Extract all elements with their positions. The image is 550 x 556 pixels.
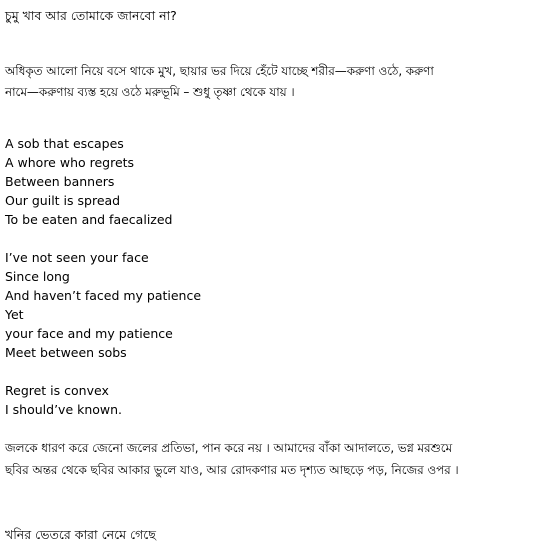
stanza-2-line-4: Yet — [5, 307, 24, 322]
title-line: চুমু খাব আর তোমাকে জানবো না? — [5, 8, 177, 23]
stanza-2-line-1: I’ve not seen your face — [5, 250, 149, 265]
stanza-2-line-2: Since long — [5, 269, 70, 284]
stanza-1-line-1: A sob that escapes — [5, 136, 124, 151]
paragraph-1-line-2: নামে—করুণায় ব্যস্ত হয়ে ওঠে মরুভূমি – শুধু তৃষ্ণা থেকে যায় । — [5, 85, 295, 99]
stanza-2-line-3: And haven’t faced my patience — [5, 288, 202, 303]
last-line: খনির ভেতরে কারা নেমে গেছে — [5, 527, 156, 542]
stanza-3-line-1: Regret is convex — [5, 383, 109, 398]
stanza-1-line-5: To be eaten and faecalized — [5, 212, 173, 227]
stanza-2-line-5: your face and my patience — [5, 326, 173, 341]
stanza-1-line-4: Our guilt is spread — [5, 193, 121, 208]
stanza-3-line-2: I should’ve known. — [5, 402, 123, 417]
stanza-1-line-3: Between banners — [5, 174, 115, 189]
paragraph-2-line-1: জলকে ধারণ করে জেনো জলের প্রতিভা, পান করে নয় । আমাদের বাঁকা আদালতে, ভগ্ন মরশুমে — [5, 441, 453, 455]
stanza-1-line-2: A whore who regrets — [5, 155, 135, 170]
paragraph-2-line-2: ছবির অন্তর থেকে ছবির আকার ভুলে যাও, আর রোদকণার মত দৃশ্যত আছড়ে পড়, নিজের ওপর । — [5, 463, 459, 477]
stanza-2-line-6: Meet between sobs — [5, 345, 127, 360]
paragraph-1-line-1: অধিকৃত আলো নিয়ে বসে থাকে মুখ, ছায়ার ভর দিয়ে হেঁটে যাচ্ছে শরীর—করুণা ওঠে, করুণা — [5, 64, 434, 78]
